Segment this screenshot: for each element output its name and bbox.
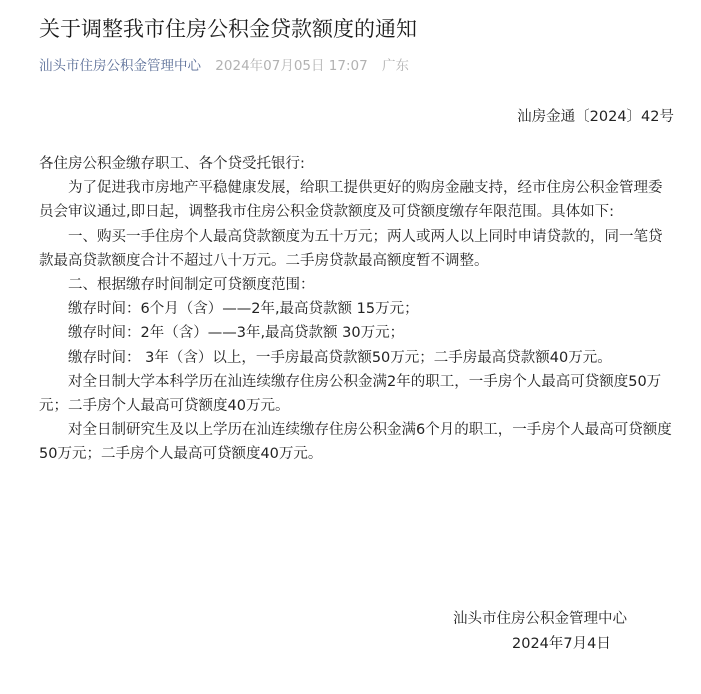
paragraph-undergrad: 对全日制大学本科学历在汕连续缴存住房公积金满2年的职工，一手房个人最高可贷额度50万元；二手房个人最高可贷额度40万元。 (39, 373, 662, 415)
paragraph-range-1: 缴存时间：6个月（含）——2年,最高贷款额 15万元； (68, 301, 419, 318)
salutation: 各住房公积金缴存职工、各个贷受托银行: (39, 156, 305, 172)
document-body (39, 152, 675, 467)
paragraph-range-3: 缴存时间： 3年（含）以上，一手房最高贷款额50万元；二手房最高贷款额40万元。 (68, 349, 612, 366)
paragraph-range-2: 缴存时间：2年（含）——3年,最高贷款额 30万元； (68, 325, 405, 342)
region-label: 广东 (382, 58, 410, 74)
signature-date: 2024年7月4日 (512, 636, 611, 652)
paragraph-postgrad: 对全日制研究生及以上学历在汕连续缴存住房公积金满6个月的职工，一手房个人最高可贷额度50万元；二手房个人最高可贷额度40万元。 (39, 422, 672, 463)
paragraph-intro: 为了促进我市房地产平稳健康发展，给职工提供更好的购房金融支持，经市住房公积金管理委员会审议通过,即日起，调整我市住房公积金贷款额度及可贷额度缴存年限范围。具体如下: (39, 180, 663, 221)
publish-date: 2024年07月05日 17:07 (215, 58, 368, 74)
paragraph-item-1: 一、购买一手住房个人最高贷款额度为五十万元；两人或两人以上同时申请贷款的，同一笔贷款最高贷款额度合计不超过八十万元。二手房贷款最高额度暂不调整。 (39, 228, 663, 269)
article-meta (39, 56, 409, 76)
document-number: 汕房金通〔2024〕42号 (517, 109, 674, 125)
paragraph-item-2: 二、根据缴存时间制定可贷额度范围： (68, 277, 315, 294)
source-link[interactable]: 汕头市住房公积金管理中心 (39, 58, 201, 74)
article-title: 关于调整我市住房公积金贷款额度的通知 (39, 17, 417, 41)
signature-org: 汕头市住房公积金管理中心 (453, 611, 627, 627)
